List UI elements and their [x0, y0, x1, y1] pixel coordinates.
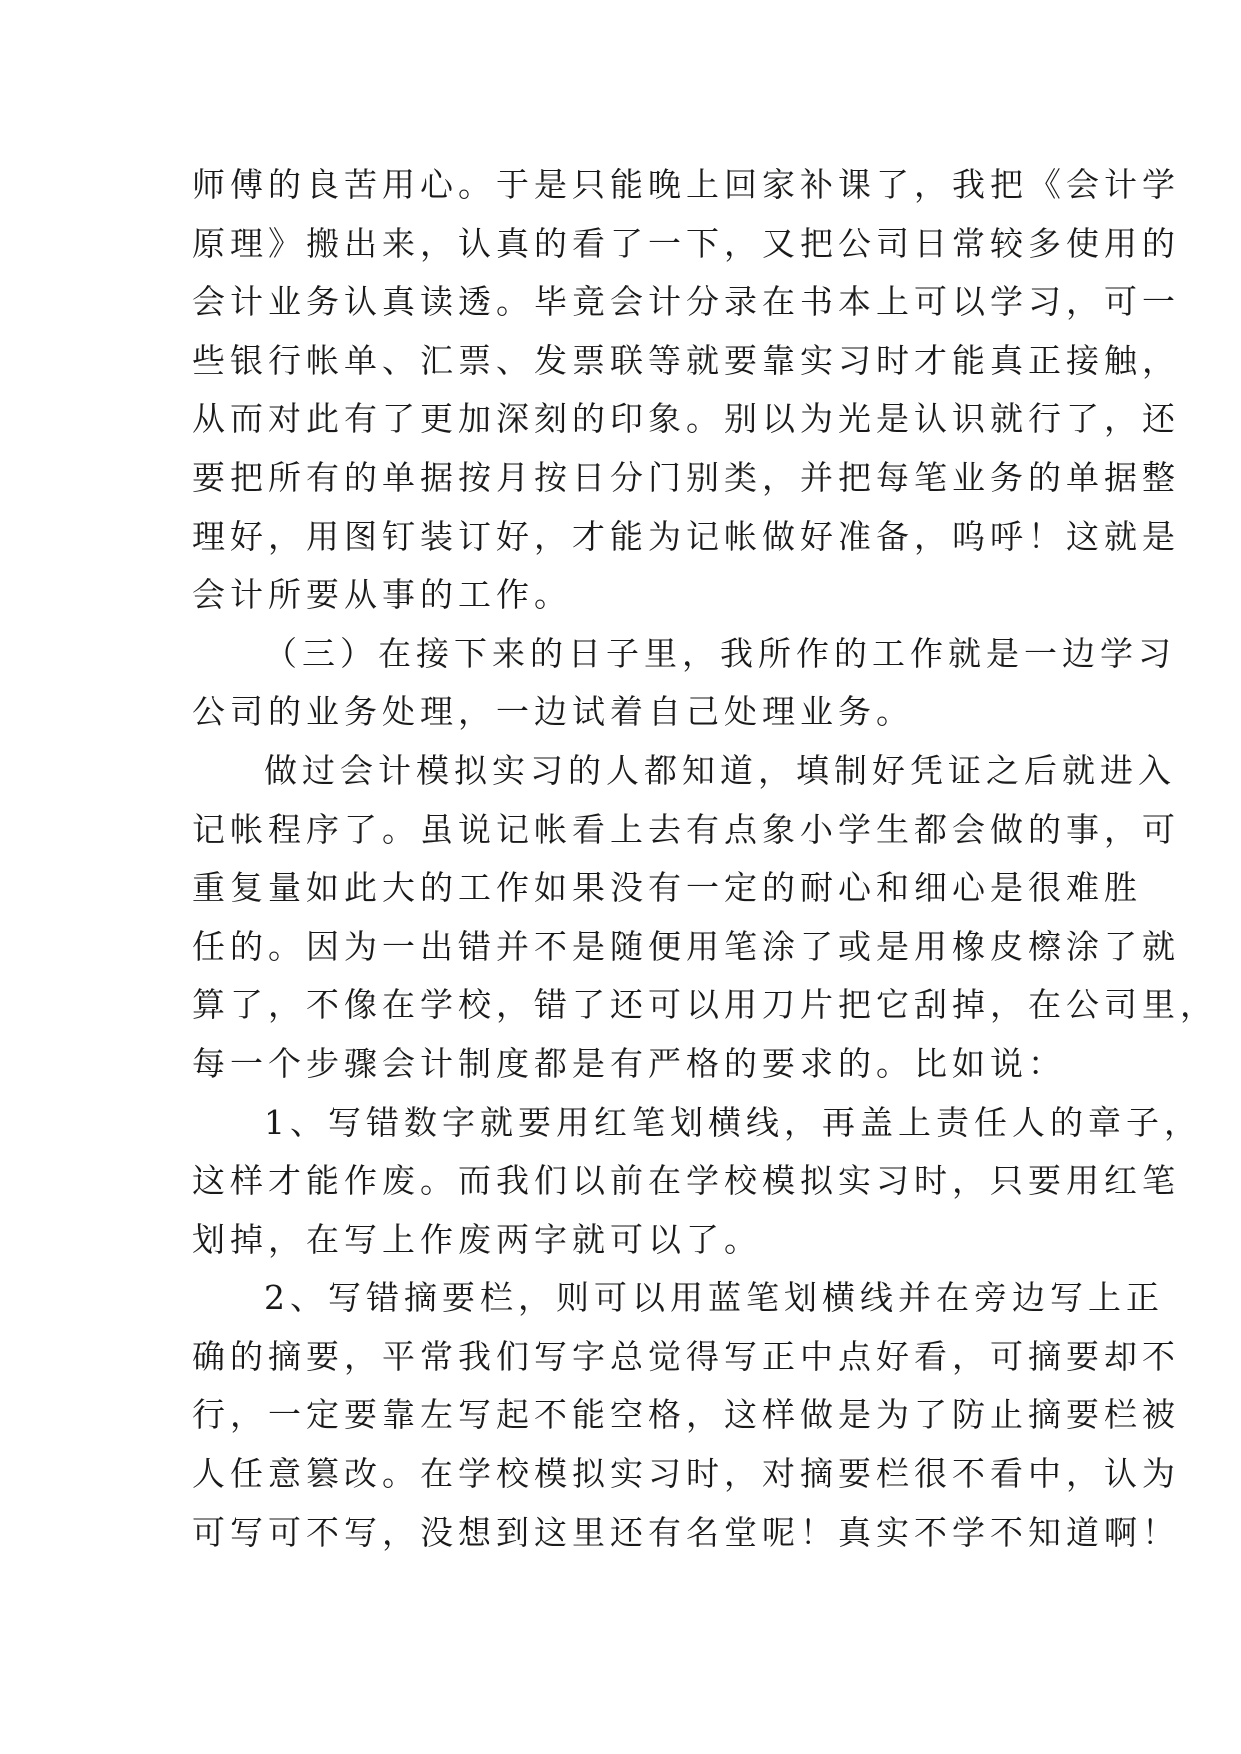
text-line: 确的摘要，平常我们写字总觉得写正中点好看，可摘要却不: [192, 1336, 1180, 1376]
text-line: 可写可不写，没想到这里还有名堂呢！真实不学不知道啊！: [192, 1512, 1180, 1552]
text-line: 从而对此有了更加深刻的印象。别以为光是认识就行了，还: [192, 399, 1180, 439]
text-line: 师傅的良苦用心。于是只能晚上回家补课了，我把《会计学: [192, 165, 1180, 204]
text-line: 公司的业务处理，一边试着自己处理业务。: [192, 692, 914, 732]
text-line: 些银行帐单、汇票、发票联等就要靠实习时才能真正接触，: [192, 340, 1180, 380]
text-line: 这样才能作废。而我们以前在学校模拟实习时，只要用红笔: [192, 1161, 1180, 1201]
text-line: 任的。因为一出错并不是随便用笔涂了或是用橡皮檫涂了就: [192, 926, 1180, 966]
text-line: 会计所要从事的工作。: [192, 575, 572, 615]
text-line: 理好，用图钉装订好，才能为记帐做好准备，呜呼！这就是: [192, 516, 1180, 556]
text-line: 做过会计模拟实习的人都知道，填制好凭证之后就进入: [264, 750, 1176, 790]
body-text: [192, 156, 1218, 1562]
text-line: 要把所有的单据按月按日分门别类，并把每笔业务的单据整: [192, 457, 1180, 497]
text-line: 记帐程序了。虽说记帐看上去有点象小学生都会做的事，可: [192, 809, 1180, 849]
text-line: 2、写错摘要栏，则可以用蓝笔划横线并在旁边写上正: [264, 1278, 1164, 1318]
text-line: 原理》搬出来，认真的看了一下，又把公司日常较多使用的: [192, 223, 1180, 263]
text-line: 1、写错数字就要用红笔划横线，再盖上责任人的章子，: [264, 1102, 1202, 1142]
text-line: 划掉，在写上作废两字就可以了。: [192, 1219, 762, 1259]
text-line: 重复量如此大的工作如果没有一定的耐心和细心是很难胜: [192, 868, 1142, 908]
text-line: 每一个步骤会计制度都是有严格的要求的。比如说：: [192, 1043, 1066, 1083]
text-line: 会计业务认真读透。毕竟会计分录在书本上可以学习，可一: [192, 282, 1180, 322]
text-line: 人任意篡改。在学校模拟实习时，对摘要栏很不看中，认为: [192, 1454, 1180, 1494]
text-line: 行，一定要靠左写起不能空格，这样做是为了防止摘要栏被: [192, 1395, 1180, 1435]
text-line: 算了，不像在学校，错了还可以用刀片把它刮掉，在公司里，: [192, 985, 1218, 1025]
text-line: （三）在接下来的日子里，我所作的工作就是一边学习: [264, 633, 1176, 673]
